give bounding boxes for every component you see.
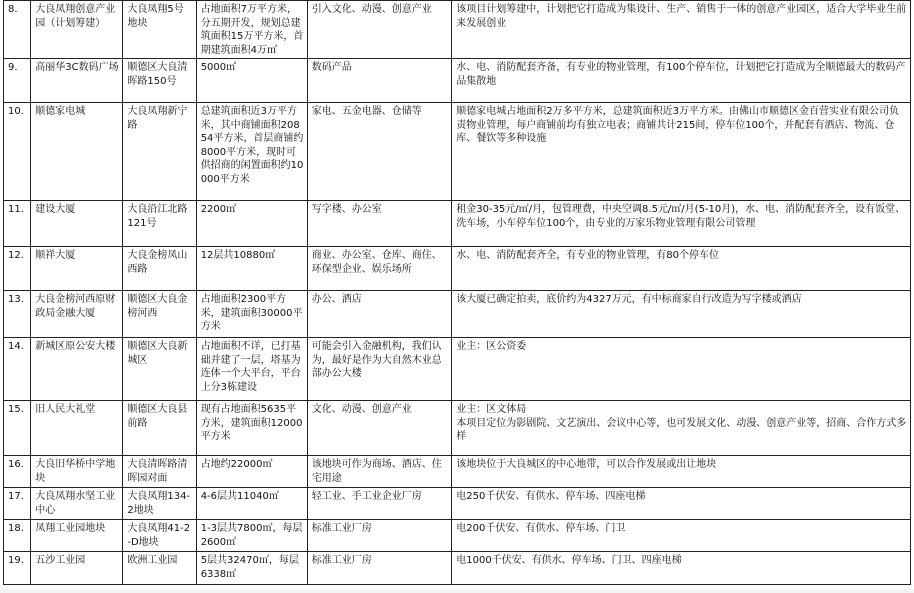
description-line: 本项目定位为影剧院、文艺演出、会议中心等，也可发展文化、动漫、创意产业等，招商、合作方式多样 [456, 417, 907, 442]
property-use: 写字楼、办公室 [307, 201, 452, 247]
page-bottom-edge [0, 589, 914, 593]
property-description [452, 291, 911, 338]
property-area: 1-3层共7800㎡，每层2600㎡ [196, 520, 307, 552]
property-description [452, 59, 911, 103]
property-use: 可能会引入金融机构，我们认为，最好是作为大自然木业总部办公大楼 [307, 338, 452, 401]
row-number: 15. [4, 401, 31, 456]
row-number: 17. [4, 488, 31, 520]
property-name: 旧人民大礼堂 [31, 401, 123, 456]
table-row [4, 103, 911, 201]
table-row [4, 552, 911, 585]
property-description [452, 401, 911, 456]
property-location: 大良金榜凤山西路 [123, 247, 196, 291]
property-use: 数码产品 [307, 59, 452, 103]
property-location: 顺德区大良县前路 [123, 401, 196, 456]
property-use: 轻工业、手工业企业厂房 [307, 488, 452, 520]
property-location: 顺德区大良新城区 [123, 338, 196, 401]
row-number: 11. [4, 201, 31, 247]
property-area: 现有占地面积5635平方米，建筑面积12000平方米 [196, 401, 307, 456]
property-description [452, 1, 911, 59]
property-location: 顺德区大良清晖路150号 [123, 59, 196, 103]
property-area: 占地面积7万平方米，分五期开发，规划总建筑面积15万平方米，首期建筑面积4万㎡ [196, 1, 307, 59]
property-listing-table [3, 0, 911, 585]
row-number: 19. [4, 552, 31, 585]
table-row [4, 456, 911, 488]
row-number: 10. [4, 103, 31, 201]
property-name: 大良金榜河西原财政局金融大厦 [31, 291, 123, 338]
property-area: 占地面积2300平方米，建筑面积30000平方米 [196, 291, 307, 338]
property-use: 家电、五金电器、仓储等 [307, 103, 452, 201]
property-use: 办公、酒店 [307, 291, 452, 338]
table-row [4, 291, 911, 338]
property-description [452, 488, 911, 520]
row-number: 12. [4, 247, 31, 291]
description-line: 顺德家电城占地面积2万多平方米，总建筑面积近3万平方米。由佛山市顺德区金百营实业有限公司负责物业管理，每户商铺前均有独立电表；商铺共计215间，停车位100个，并配套有酒店、物流、仓库、餐饮等多种设施 [456, 106, 899, 144]
property-description [452, 338, 911, 401]
property-name: 大良旧华桥中学地块 [31, 456, 123, 488]
property-use: 该地块可作为商场、酒店、住宅用途 [307, 456, 452, 488]
property-name: 顺祥大厦 [31, 247, 123, 291]
table-row [4, 401, 911, 456]
property-area: 占地约22000㎡ [196, 456, 307, 488]
property-name: 新城区原公安大楼 [31, 338, 123, 401]
property-use: 商业、办公室、仓库、商住、环保型企业、娱乐场所 [307, 247, 452, 291]
row-number: 8. [4, 1, 31, 59]
property-area: 5000㎡ [196, 59, 307, 103]
description-line: 该地块位于大良城区的中心地带，可以合作发展或出让地块 [456, 459, 717, 470]
property-area: 2200㎡ [196, 201, 307, 247]
property-description [452, 103, 911, 201]
property-location: 欧洲工业园 [123, 552, 196, 585]
table-row [4, 1, 911, 59]
property-area: 4-6层共11040㎡ [196, 488, 307, 520]
property-location: 大良凤翔41-2-D地块 [123, 520, 196, 552]
table-row [4, 338, 911, 401]
property-area: 总建筑面积近3万平方米，其中商铺面积20854平方米，首层商铺约8000平方米，现时可供招商的闲置面积约10000平方米 [196, 103, 307, 201]
property-location: 大良凤翔新宁路 [123, 103, 196, 201]
description-line: 租金30-35元/㎡/月，包管理费，中央空调8.5元/㎡/月(5-10月)，水、电、消防配套齐全，设有饭堂、洗车场，小车停车位100个，由专业的万家乐物业管理有限公司管理 [456, 204, 906, 229]
property-name: 顺德家电城 [31, 103, 123, 201]
property-name: 大良凤翔创意产业园（计划筹建） [31, 1, 123, 59]
property-description [452, 552, 911, 585]
description-line: 电200千伏安、有供水、停车场、门卫 [456, 523, 626, 534]
property-use: 文化、动漫、创意产业 [307, 401, 452, 456]
description-line: 业主：区文体局 [456, 404, 527, 415]
property-description [452, 456, 911, 488]
table-row [4, 520, 911, 552]
property-use: 标准工业厂房 [307, 552, 452, 585]
description-line: 该大厦已确定拍卖，底价约为4327万元，有中标商家自行改造为写字楼或酒店 [456, 294, 802, 305]
row-number: 13. [4, 291, 31, 338]
property-use: 引入文化、动漫、创意产业 [307, 1, 452, 59]
property-location: 顺德区大良金榜河西 [123, 291, 196, 338]
table-row [4, 59, 911, 103]
description-line: 业主：区公资委 [456, 341, 527, 352]
property-use: 标准工业厂房 [307, 520, 452, 552]
table-row [4, 201, 911, 247]
description-line: 电1000千伏安、有供水、停车场、门卫、四座电梯 [456, 555, 682, 566]
property-location: 大良清晖路清晖园对面 [123, 456, 196, 488]
property-description [452, 201, 911, 247]
row-number: 9. [4, 59, 31, 103]
property-area: 5层共32470㎡，每层6338㎡ [196, 552, 307, 585]
row-number: 16. [4, 456, 31, 488]
description-line: 水、电、消防配套齐全，有专业的物业管理，有80个停车位 [456, 250, 719, 261]
description-line: 电250千伏安、有供水、停车场、四座电梯 [456, 491, 646, 502]
row-number: 14. [4, 338, 31, 401]
description-line: 该项目计划筹建中，计划把它打造成为集设计、生产、销售于一体的创意产业园区，适合大学毕业生前来发展创业 [456, 4, 907, 29]
property-name: 高丽华3C数码广场 [31, 59, 123, 103]
property-area: 12层共10880㎡ [196, 247, 307, 291]
property-name: 建设大厦 [31, 201, 123, 247]
property-location: 大良沿江北路121号 [123, 201, 196, 247]
property-name: 大良凤翔水坚工业中心 [31, 488, 123, 520]
table-row [4, 247, 911, 291]
property-area: 占地面积不详，已打基础并建了一层，塔基为连体一个大平台，平台上分3栋建设 [196, 338, 307, 401]
property-location: 大良凤翔134-2地块 [123, 488, 196, 520]
row-number: 18. [4, 520, 31, 552]
property-name: 五沙工业园 [31, 552, 123, 585]
property-description [452, 520, 911, 552]
property-location: 大良凤翔5号地块 [123, 1, 196, 59]
table-row [4, 488, 911, 520]
property-name: 凤翔工业园地块 [31, 520, 123, 552]
property-description [452, 247, 911, 291]
description-line: 水、电、消防配套齐备，有专业的物业管理，有100个停车位，计划把它打造成为全顺德最大的数码产品集散地 [456, 62, 906, 87]
